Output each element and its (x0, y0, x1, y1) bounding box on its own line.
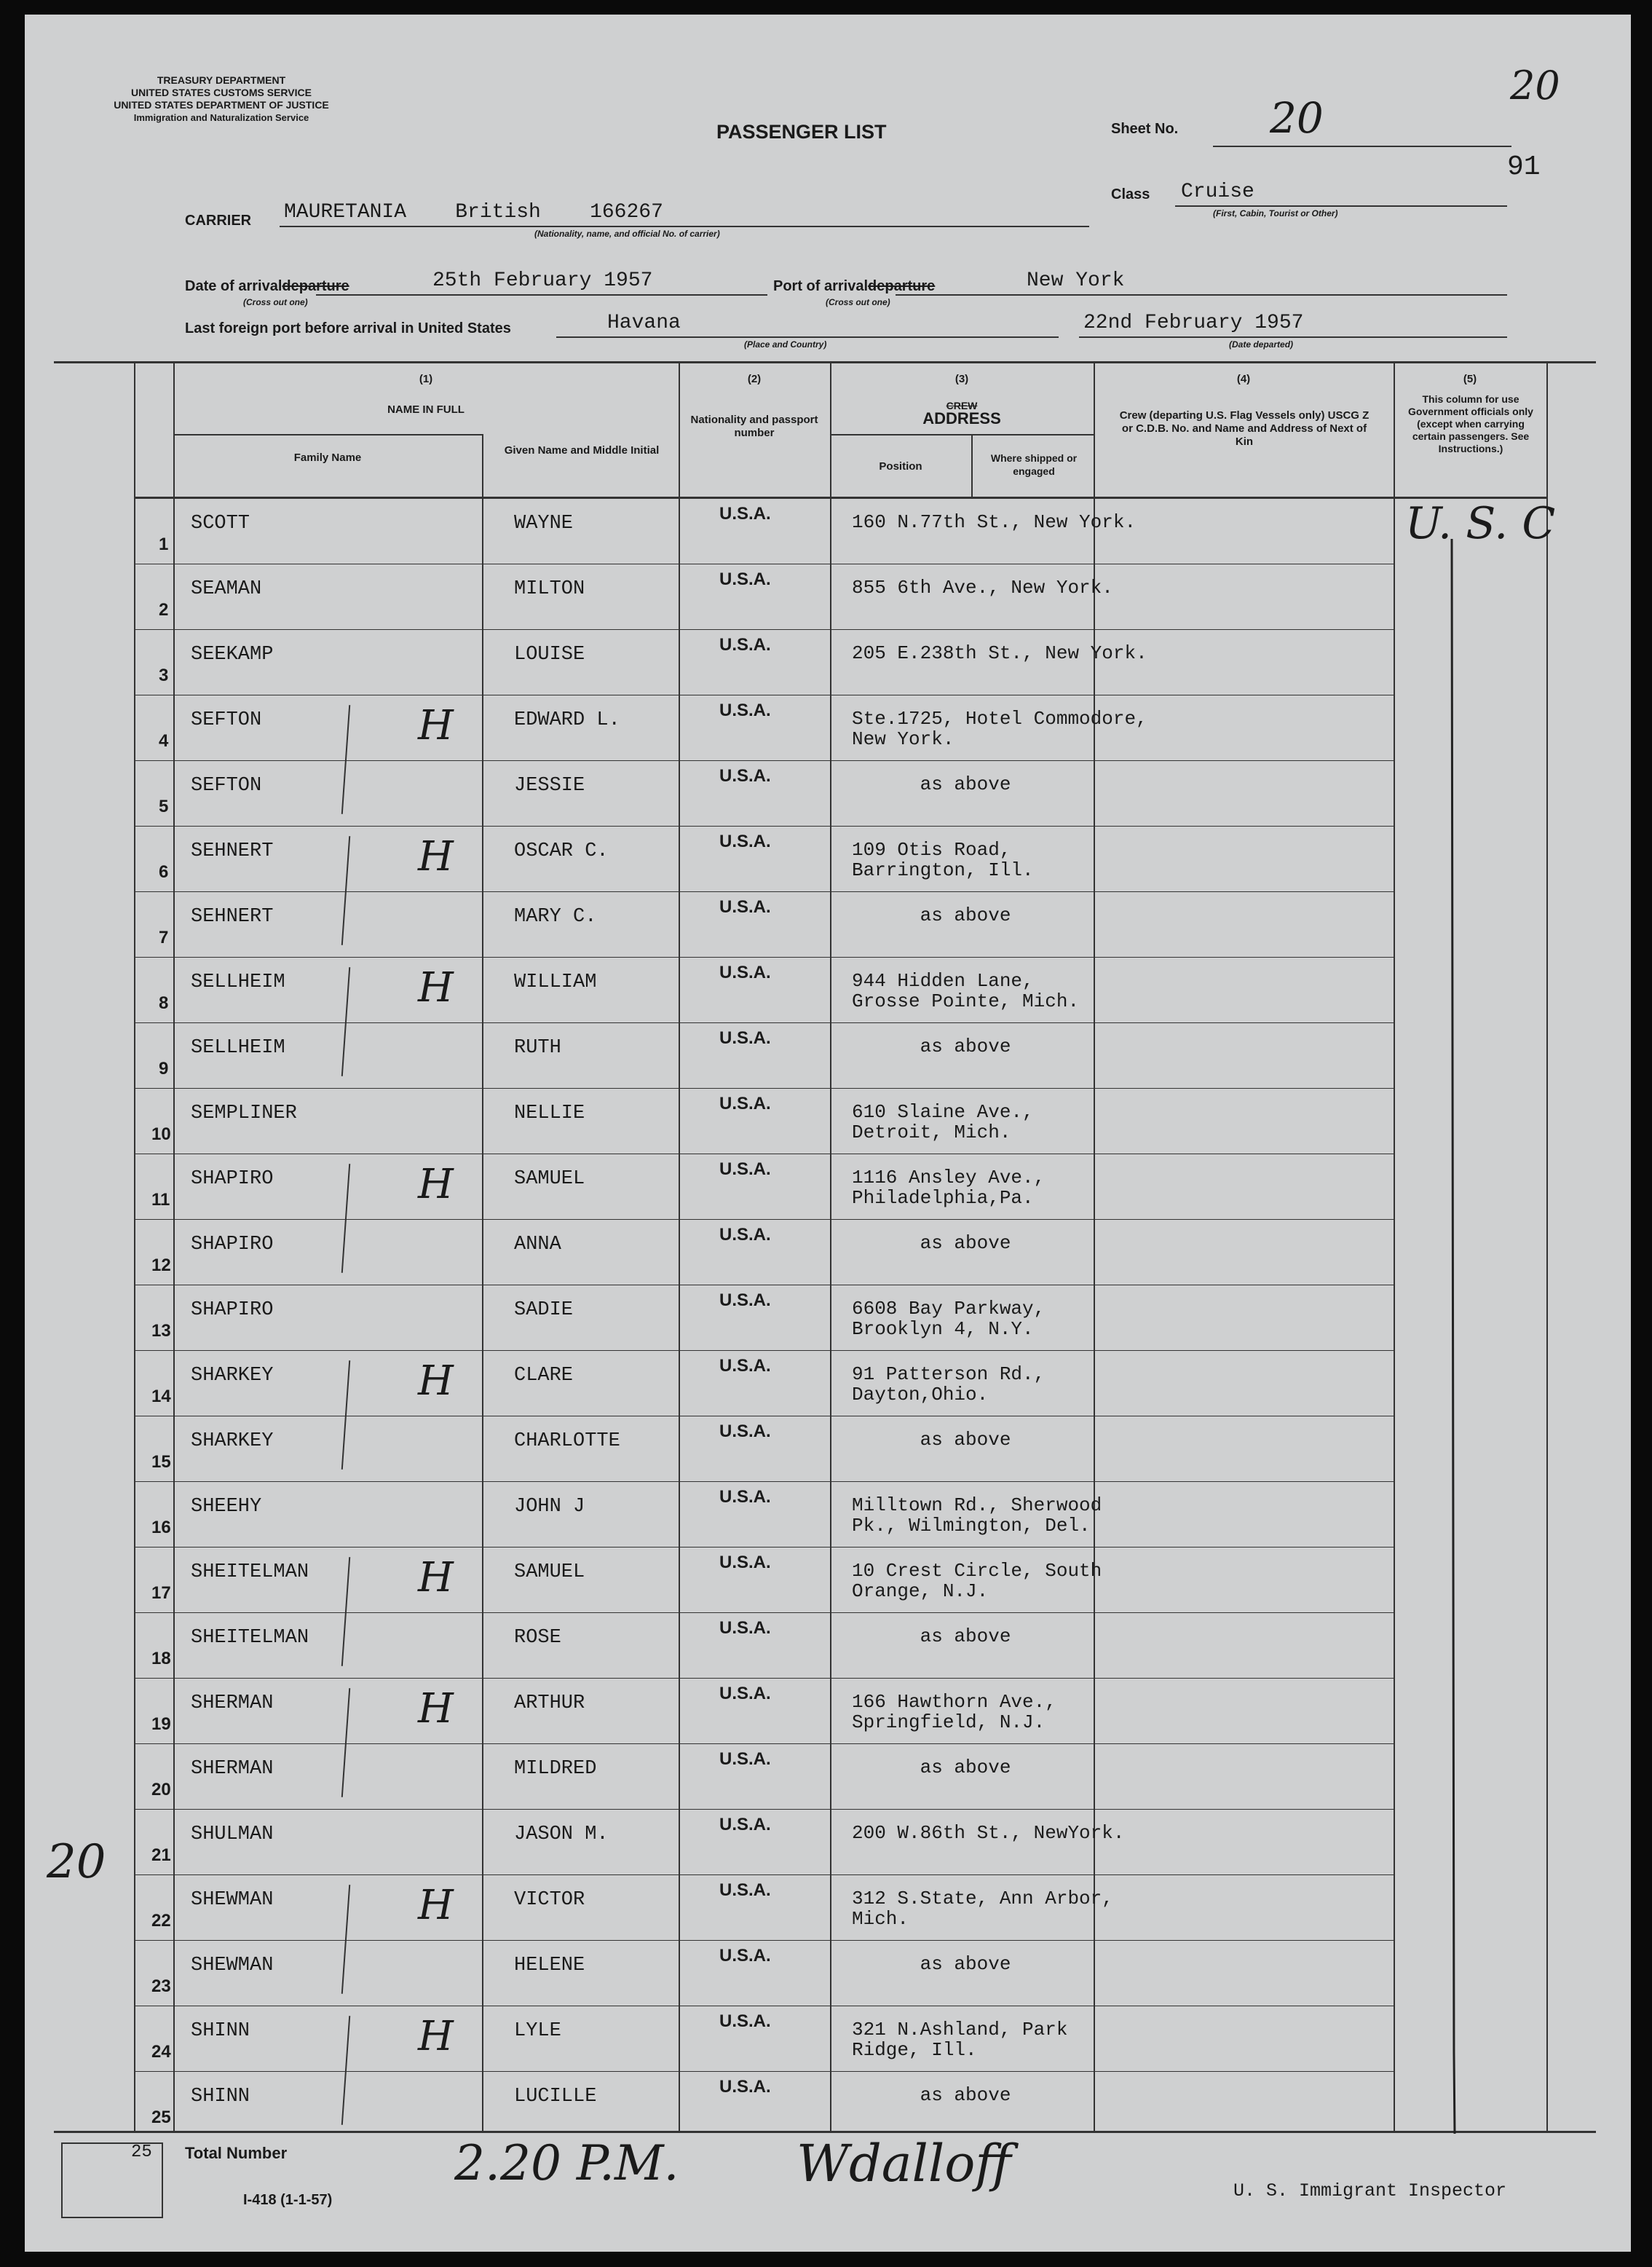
address-line-2: Barrington, Ill. (852, 859, 1034, 881)
arrival-port-label (773, 278, 935, 295)
address-line-2: Detroit, Mich. (852, 1121, 1011, 1143)
given-name-cell: NELLIE (514, 1103, 585, 1124)
class-value: Cruise (1181, 181, 1254, 203)
bracket-line (341, 1885, 350, 1994)
last-port-date-value: 22nd February 1957 (1083, 312, 1304, 334)
family-name-cell: SEFTON (191, 775, 262, 797)
address-line-1: 10 Crest Circle, South (852, 1560, 1102, 1582)
address-line-2: Ridge, Ill. (852, 2039, 977, 2061)
h-mark: H (418, 1161, 454, 1208)
family-name-cell: SHEWMAN (191, 1955, 274, 1976)
nationality-cell: U.S.A. (719, 1684, 771, 1703)
sheet-number-value: 20 (1270, 93, 1324, 143)
row-number: 10 (151, 1124, 171, 1144)
address-line-1: as above (852, 1036, 1011, 1057)
table-bottom-rule (54, 2131, 1596, 2133)
row-rule (134, 1022, 1394, 1023)
family-name-cell: SEHNERT (191, 840, 274, 862)
family-name-cell: SHEITELMAN (191, 1627, 309, 1649)
address-line-2: Orange, N.J. (852, 1580, 989, 1602)
last-port-place-hint: (Place and Country) (744, 339, 827, 350)
port-of-arrival-label: Port of arrival (773, 278, 869, 294)
h-mark: H (418, 702, 454, 749)
arrival-port-underline (896, 294, 1507, 296)
row-rule (134, 1350, 1394, 1351)
family-name-cell: SEHNERT (191, 906, 274, 928)
family-name-cell: SHEWMAN (191, 1889, 274, 1911)
address-header: ADDRESS (922, 409, 1001, 427)
row-number: 24 (151, 2042, 171, 2062)
arrival-date-underline (316, 294, 767, 296)
row-rule (134, 1940, 1394, 1941)
address-line-2: New York. (852, 728, 955, 750)
address-line-1: 200 W.86th St., NewYork. (852, 1822, 1125, 1844)
date-of-arrival-label: Date of arrival (185, 278, 282, 294)
family-name-header: Family Name (293, 452, 362, 464)
given-name-cell: ROSE (514, 1627, 561, 1649)
address-line-1: Milltown Rd., Sherwood (852, 1494, 1102, 1516)
row-number: 21 (151, 1845, 171, 1865)
family-name-cell: SELLHEIM (191, 971, 285, 993)
family-name-cell: SHINN (191, 2086, 250, 2108)
h-mark: H (418, 964, 454, 1012)
class-underline (1175, 205, 1507, 207)
nationality-cell: U.S.A. (719, 1487, 771, 1507)
nationality-cell: U.S.A. (719, 832, 771, 851)
family-name-cell: SEEKAMP (191, 644, 274, 666)
given-name-cell: JASON M. (514, 1824, 609, 1845)
total-value: 25 (131, 2142, 152, 2162)
last-port-underline (556, 336, 1059, 338)
family-name-cell: SEAMAN (191, 578, 262, 600)
given-name-cell: JESSIE (514, 775, 585, 797)
h-mark: H (418, 1882, 454, 1929)
col1-subheader-rule (173, 434, 482, 435)
address-line-1: 855 6th Ave., New York. (852, 577, 1113, 599)
arrival-date-hint: (Cross out one) (243, 297, 308, 307)
nationality-cell: U.S.A. (719, 635, 771, 655)
address-line-1: 166 Hawthorn Ave., (852, 1691, 1056, 1713)
address-line-1: 1116 Ansley Ave., (852, 1167, 1046, 1188)
row-rule (134, 1678, 1394, 1679)
address-line-1: as above (852, 1429, 1011, 1451)
row-number: 2 (159, 600, 169, 620)
address-line-1: as above (852, 1232, 1011, 1254)
col3-left-rule (830, 361, 831, 2131)
table-right-rule (1546, 361, 1548, 2131)
row-number: 20 (151, 1780, 171, 1799)
page-title: PASSENGER LIST (716, 121, 887, 143)
nationality-cell: U.S.A. (719, 1422, 771, 1441)
nationality-cell: U.S.A. (719, 2077, 771, 2097)
given-name-cell: MILTON (514, 578, 585, 600)
row-number: 18 (151, 1649, 171, 1668)
h-mark: H (418, 2013, 454, 2060)
family-name-cell: SHAPIRO (191, 1234, 274, 1255)
row-number: 19 (151, 1714, 171, 1734)
arrival-port-value: New York (1027, 269, 1125, 292)
col2-number: (2) (747, 373, 762, 385)
address-line-2: Springfield, N.J. (852, 1711, 1046, 1733)
official-use-header: This column for use Government officials only (except when carrying certain passengers. See Instructions.) (1408, 393, 1533, 454)
given-name-cell: WAYNE (514, 513, 574, 535)
bracket-line (341, 967, 350, 1076)
bracket-line (341, 1164, 350, 1273)
carrier-hint: (Nationality, name, and official No. of carrier) (534, 229, 720, 239)
address-line-1: 109 Otis Road, (852, 839, 1011, 861)
h-mark: H (418, 1685, 454, 1732)
class-hint: (First, Cabin, Tourist or Other) (1213, 208, 1338, 218)
address-line-1: 944 Hidden Lane, (852, 970, 1034, 992)
nationality-cell: U.S.A. (719, 1028, 771, 1048)
inspector-title: U. S. Immigrant Inspector (1233, 2180, 1507, 2201)
nationality-cell: U.S.A. (719, 504, 771, 524)
crew-kin-header: Crew (departing U.S. Flag Vessels only) USCG Z or C.D.B. No. and Name and Address of Next of Kin (1119, 409, 1370, 448)
address-line-2: Philadelphia,Pa. (852, 1187, 1034, 1209)
family-name-cell: SCOTT (191, 513, 250, 535)
address-line-2: Brooklyn 4, N.Y. (852, 1318, 1034, 1340)
given-name-cell: ANNA (514, 1234, 561, 1255)
address-line-1: 312 S.State, Ann Arbor, (852, 1888, 1113, 1909)
given-name-cell: MILDRED (514, 1758, 597, 1780)
given-name-cell: HELENE (514, 1955, 585, 1976)
address-line-1: 91 Patterson Rd., (852, 1363, 1046, 1385)
address-line-2: Dayton,Ohio. (852, 1384, 989, 1405)
sheet-number-underline (1213, 146, 1511, 147)
given-name-cell: VICTOR (514, 1889, 585, 1911)
arrival-date-value: 25th February 1957 (432, 269, 653, 292)
sheet-number-label: Sheet No. (1111, 121, 1179, 137)
family-name-cell: SHERMAN (191, 1758, 274, 1780)
row-number: 17 (151, 1583, 171, 1603)
address-line-1: 321 N.Ashland, Park (852, 2019, 1068, 2041)
port-departure-label: departure (868, 278, 936, 294)
address-line-1: 205 E.238th St., New York. (852, 642, 1147, 664)
passenger-list-sheet (25, 15, 1631, 2252)
nationality-cell: U.S.A. (719, 2011, 771, 2031)
carrier-value: MAURETANIA British 166267 (284, 201, 663, 224)
nationality-cell: U.S.A. (719, 1880, 771, 1900)
family-name-cell: SHINN (191, 2020, 250, 2042)
given-name-cell: OSCAR C. (514, 840, 609, 862)
address-line-1: as above (852, 904, 1011, 926)
row-rule (134, 826, 1394, 827)
row-number: 22 (151, 1911, 171, 1931)
nationality-cell: U.S.A. (719, 701, 771, 720)
bracket-line (341, 705, 350, 814)
nationality-cell: U.S.A. (719, 1618, 771, 1638)
nationality-header: Nationality and passport number (690, 414, 818, 439)
carrier-underline (280, 226, 1089, 227)
row-rule (134, 2071, 1394, 2072)
nationality-cell: U.S.A. (719, 569, 771, 589)
h-mark: H (418, 1554, 454, 1601)
address-line-1: as above (852, 773, 1011, 795)
bracket-line (341, 1557, 350, 1666)
col3-inner-rule (971, 434, 973, 497)
row-rule (134, 1809, 1394, 1810)
nationality-cell: U.S.A. (719, 1094, 771, 1113)
family-name-cell: SEMPLINER (191, 1103, 297, 1124)
last-port-date-underline (1079, 336, 1507, 338)
rownum-divider (134, 361, 135, 2131)
row-rule (134, 629, 1394, 630)
row-number: 25 (151, 2108, 171, 2127)
col2-left-rule (679, 361, 680, 2131)
row-rule (134, 1481, 1394, 1482)
family-name-cell: SHAPIRO (191, 1168, 274, 1190)
row-number: 8 (159, 993, 169, 1013)
family-name-cell: SHARKEY (191, 1365, 274, 1387)
col5-number: (5) (1463, 373, 1477, 385)
given-name-cell: LUCILLE (514, 2086, 597, 2108)
family-name-cell: SHEEHY (191, 1496, 262, 1518)
agency-block (76, 74, 367, 124)
family-name-cell: SHARKEY (191, 1430, 274, 1452)
col1-inner-rule (482, 434, 483, 2131)
nationality-cell: U.S.A. (719, 1553, 771, 1572)
nationality-cell: U.S.A. (719, 1225, 771, 1245)
col1-left-rule (173, 361, 175, 2131)
row-rule (134, 760, 1394, 761)
row-number: 16 (151, 1518, 171, 1537)
row-rule (134, 957, 1394, 958)
date-departure-label: departure (282, 278, 349, 294)
family-name-cell: SEFTON (191, 709, 262, 731)
address-line-1: as above (852, 1625, 1011, 1647)
row-rule (134, 1219, 1394, 1220)
nationality-cell: U.S.A. (719, 1946, 771, 1966)
family-name-cell: SHAPIRO (191, 1299, 274, 1321)
given-name-cell: SAMUEL (514, 1168, 585, 1190)
row-number: 7 (159, 928, 169, 947)
row-number: 15 (151, 1452, 171, 1472)
arrival-date-label (185, 278, 349, 295)
bracket-line (341, 1688, 350, 1797)
given-name-header: Given Name and Middle Initial (504, 444, 660, 457)
agency-line-1: TREASURY DEPARTMENT (157, 74, 286, 86)
given-name-cell: CHARLOTTE (514, 1430, 620, 1452)
stamp-number: 91 (1507, 151, 1541, 183)
col3-number: (3) (955, 373, 969, 385)
family-name-cell: SHERMAN (191, 1692, 274, 1714)
header-bottom-rule (134, 497, 1546, 499)
nationality-cell: U.S.A. (719, 1159, 771, 1179)
given-name-cell: LYLE (514, 2020, 561, 2042)
row-number: 9 (159, 1059, 169, 1079)
agency-line-2: UNITED STATES CUSTOMS SERVICE (131, 87, 312, 98)
nationality-cell: U.S.A. (719, 766, 771, 786)
given-name-cell: WILLIAM (514, 971, 597, 993)
row-number: 11 (151, 1190, 170, 1210)
address-line-1: as above (852, 2084, 1011, 2106)
column5-mark: U. S. C (1405, 498, 1556, 549)
given-name-cell: JOHN J (514, 1496, 585, 1518)
arrival-port-hint: (Cross out one) (826, 297, 890, 307)
position-header: Position (879, 460, 922, 473)
address-line-2: Pk., Wilmington, Del. (852, 1515, 1091, 1537)
row-rule (134, 1612, 1394, 1613)
bracket-line (341, 1360, 350, 1470)
column5-handwritten-line (1437, 539, 1466, 2141)
given-name-cell: EDWARD L. (514, 709, 620, 731)
row-number: 3 (159, 666, 169, 685)
address-line-1: 610 Slaine Ave., (852, 1101, 1034, 1123)
bracket-line (341, 2016, 350, 2125)
row-rule (134, 1743, 1394, 1744)
crew-header: CREW (946, 400, 978, 411)
address-line-1: Ste.1725, Hotel Commodore, (852, 708, 1147, 730)
class-label: Class (1111, 186, 1150, 202)
last-port-date-hint: (Date departed) (1229, 339, 1294, 350)
family-name-cell: SHEITELMAN (191, 1561, 309, 1583)
family-name-cell: SHULMAN (191, 1824, 274, 1845)
address-line-1: as above (852, 1757, 1011, 1778)
nationality-cell: U.S.A. (719, 1290, 771, 1310)
given-name-cell: LOUISE (514, 644, 585, 666)
row-number: 12 (151, 1255, 171, 1275)
col3-subheader-rule (830, 434, 1094, 435)
bracket-line (341, 836, 350, 945)
given-name-cell: MARY C. (514, 906, 597, 928)
address-line-2: Grosse Pointe, Mich. (852, 990, 1080, 1012)
last-port-value: Havana (607, 312, 681, 334)
given-name-cell: ARTHUR (514, 1692, 585, 1714)
form-number: I-418 (1-1-57) (243, 2192, 333, 2208)
row-number: 5 (159, 797, 169, 816)
sheet-corner-mark: 20 (1510, 63, 1560, 109)
h-mark: H (418, 1357, 454, 1405)
inspector-signature: Wdalloff (797, 2134, 1012, 2193)
address-line-1: 6608 Bay Parkway, (852, 1298, 1046, 1320)
total-label: Total Number (185, 2144, 288, 2162)
nationality-cell: U.S.A. (719, 1749, 771, 1769)
row-number: 23 (151, 1976, 171, 1996)
nationality-cell: U.S.A. (719, 1356, 771, 1376)
row-number: 13 (151, 1321, 171, 1341)
margin-mark: 20 (47, 1835, 106, 1889)
row-number: 14 (151, 1387, 171, 1406)
given-name-cell: CLARE (514, 1365, 574, 1387)
nationality-cell: U.S.A. (719, 897, 771, 917)
address-line-1: as above (852, 1953, 1011, 1975)
address-line-2: Mich. (852, 1908, 909, 1930)
family-name-cell: SELLHEIM (191, 1037, 285, 1059)
table-top-rule (54, 361, 1596, 363)
shipped-header: Where shipped or engaged (990, 452, 1078, 477)
row-number: 6 (159, 862, 169, 882)
given-name-cell: SAMUEL (514, 1561, 585, 1583)
row-number: 4 (159, 731, 169, 751)
given-name-cell: RUTH (514, 1037, 561, 1059)
row-rule (134, 1088, 1394, 1089)
col1-number: (1) (419, 373, 433, 385)
col4-left-rule (1094, 361, 1095, 2131)
col5-left-rule (1394, 361, 1395, 2131)
given-name-cell: SADIE (514, 1299, 574, 1321)
agency-line-4: Immigration and Naturalization Service (133, 112, 309, 123)
col1-title: NAME IN FULL (387, 403, 465, 416)
row-rule (134, 1874, 1394, 1875)
last-port-label: Last foreign port before arrival in United States (185, 320, 511, 336)
time-note: 2.20 P.M. (454, 2135, 679, 2191)
address-line-1: 160 N.77th St., New York. (852, 511, 1137, 533)
carrier-label: CARRIER (185, 213, 252, 229)
col4-number: (4) (1236, 373, 1251, 385)
nationality-cell: U.S.A. (719, 1815, 771, 1834)
row-number: 1 (159, 535, 169, 554)
row-rule (134, 1547, 1394, 1548)
h-mark: H (418, 833, 454, 880)
row-rule (134, 891, 1394, 892)
nationality-cell: U.S.A. (719, 963, 771, 982)
agency-line-3: UNITED STATES DEPARTMENT OF JUSTICE (114, 99, 329, 111)
